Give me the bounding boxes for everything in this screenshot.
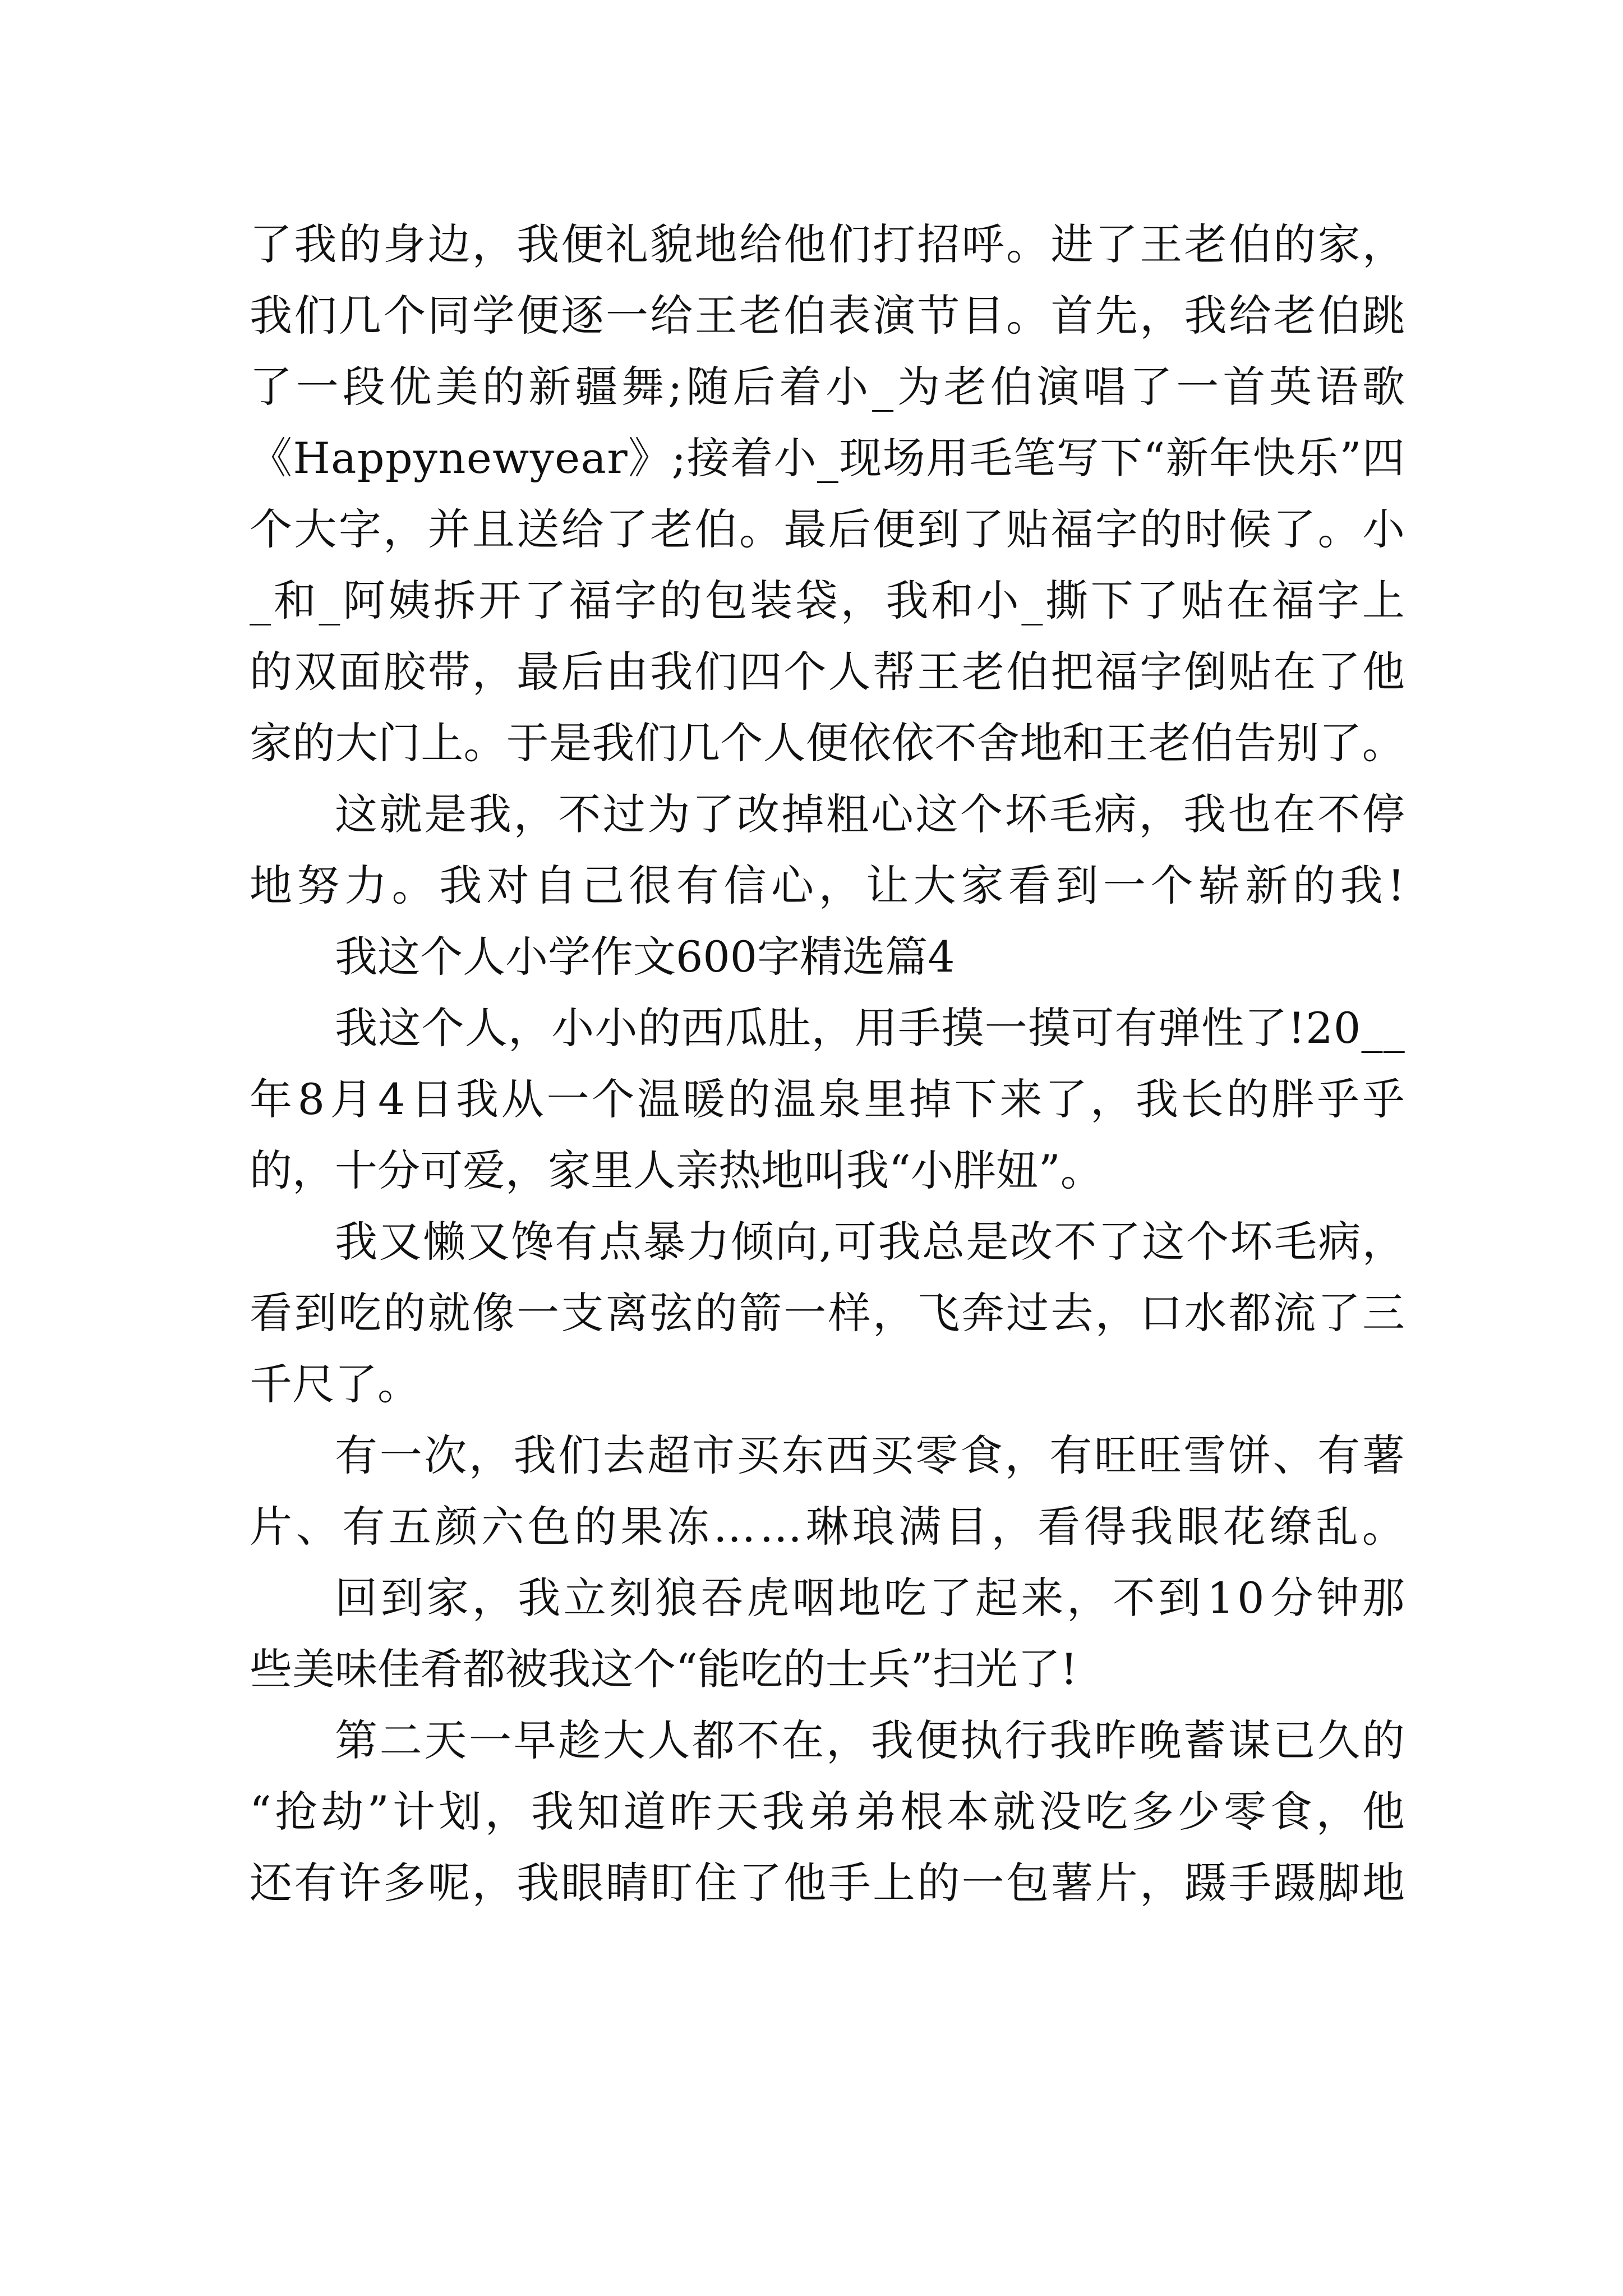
text-line: 第二天一早趁大人都不在，我便执行我昨晚蓄谋已久的 — [335, 1715, 1405, 1765]
text-line: 这就是我，不过为了改掉粗心这个坏毛病，我也在不停 — [335, 789, 1405, 839]
text-line: 了我的身边，我便礼貌地给他们打招呼。进了王老伯的家， — [250, 219, 1405, 269]
text-line: 我这个人，小小的西瓜肚，用手摸一摸可有弹性了!20__ — [335, 1003, 1405, 1053]
essay-body — [250, 209, 1405, 1918]
text-line: 了一段优美的新疆舞;随后着小_为老伯演唱了一首英语歌 — [250, 362, 1405, 412]
text-line: 我们几个同学便逐一给王老伯表演节目。首先，我给老伯跳 — [250, 291, 1405, 341]
text-line: 还有许多呢，我眼睛盯住了他手上的一包薯片，蹑手蹑脚地 — [250, 1858, 1405, 1908]
text-line: 《Happynewyear》;接着小_现场用毛笔写下“新年快乐”四 — [250, 433, 1405, 483]
text-line: 年 8 月 4 日我从一个温暖的温泉里掉下来了，我长的胖乎乎 — [250, 1074, 1405, 1124]
text-line: “抢劫”计划，我知道昨天我弟弟根本就没吃多少零食，他 — [250, 1787, 1405, 1837]
text-line: 回到家，我立刻狼吞虎咽地吃了起来，不到 10 分钟那 — [335, 1573, 1405, 1623]
text-line: 的，十分可爱，家里人亲热地叫我“小胖妞”。 — [250, 1145, 1103, 1195]
text-line: 我这个人小学作文600字精选篇4 — [335, 932, 955, 982]
text-line: 我又懒又馋有点暴力倾向,可我总是改不了这个坏毛病， — [335, 1217, 1405, 1267]
text-line: 些美味佳肴都被我这个“能吃的士兵”扫光了! — [250, 1644, 1078, 1694]
text-line: 个大字，并且送给了老伯。最后便到了贴福字的时候了。小 — [250, 504, 1405, 554]
text-line: 家的大门上。于是我们几个人便依依不舍地和王老伯告别了。 — [250, 718, 1405, 768]
text-line: 看到吃的就像一支离弦的箭一样，飞奔过去，口水都流了三 — [250, 1288, 1405, 1338]
text-line: 千尺了。 — [250, 1359, 420, 1409]
text-line: 有一次，我们去超市买东西买零食，有旺旺雪饼、有薯 — [335, 1430, 1405, 1480]
text-line: _和_阿姨拆开了福字的包装袋，我和小_撕下了贴在福字上 — [250, 576, 1405, 625]
text-line: 的双面胶带，最后由我们四个人帮王老伯把福字倒贴在了他 — [250, 647, 1405, 697]
text-line: 片、有五颜六色的果冻……琳琅满目，看得我眼花缭乱。 — [250, 1502, 1405, 1552]
text-line: 地 努 力 。 我 对 自 己 很 有 信 心 ， 让 大 家 看 到 一 个 崭 新 的 我 ! — [250, 861, 1405, 910]
